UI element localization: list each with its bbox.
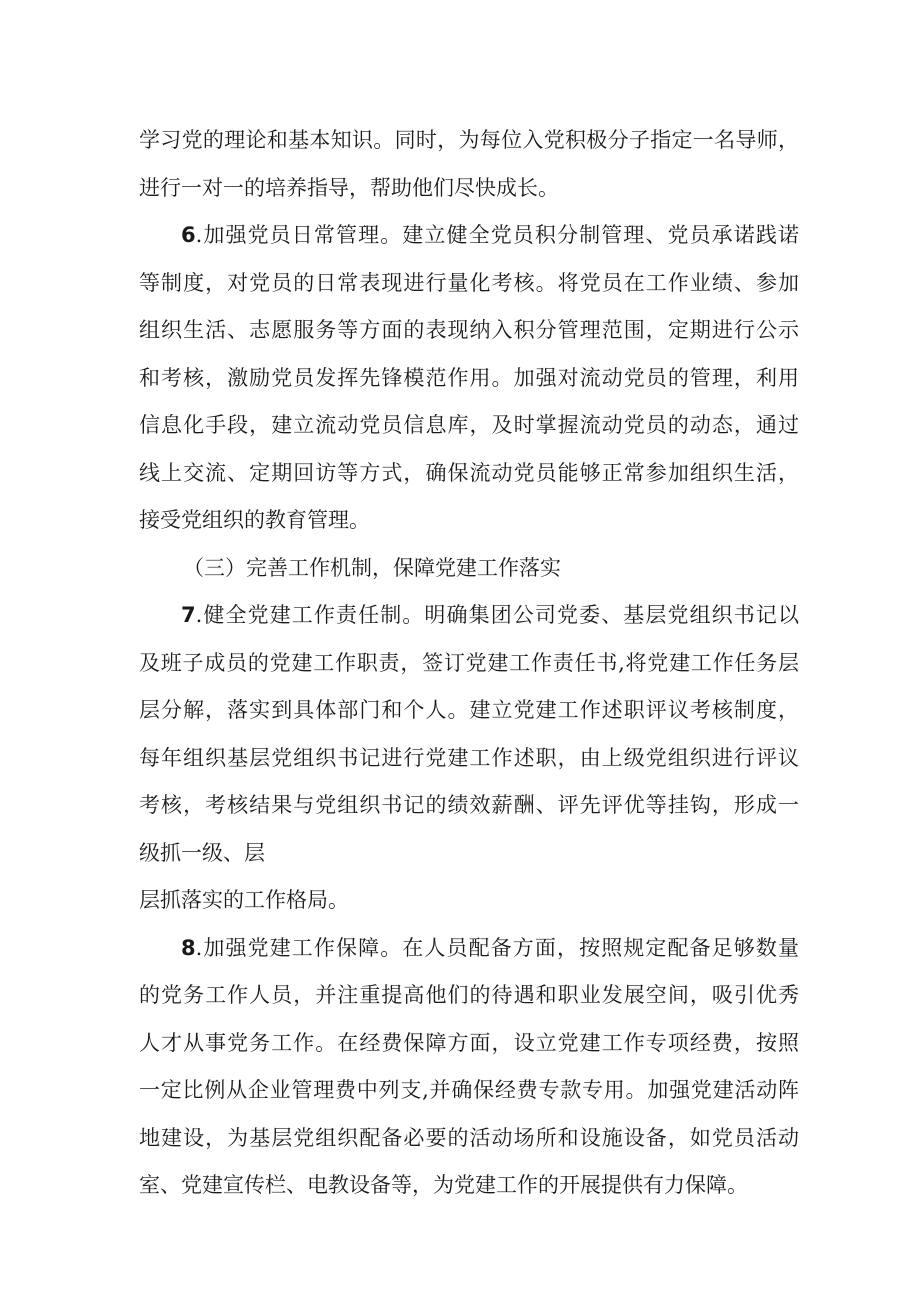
text-line: 的党务工作人员，并注重提高他们的待遇和职业发展空间，吸引优秀	[139, 983, 799, 1007]
text-line: 室、党建宣传栏、电教设备等，为党建工作的开展提供有力保障。	[139, 1173, 748, 1197]
text-line: 组织生活、志愿服务等方面的表现纳入积分管理范围，定期进行公示	[139, 318, 799, 342]
text-line: 级抓一级、层	[139, 840, 265, 865]
paragraph-8	[139, 925, 799, 1210]
item-number: 6	[181, 223, 196, 247]
paragraph-intro	[139, 117, 799, 212]
text-line: 人才从事党务工作。在经费保障方面，设立党建工作专项经费，按照	[139, 1030, 799, 1055]
text-line: 接受党组织的教育管理。	[139, 508, 370, 532]
text-line: 层抓落实的工作格局。	[139, 888, 349, 912]
text-line: 地建设，为基层党组织配备必要的活动场所和设施设备，如党员活动	[139, 1125, 799, 1150]
item-number: 8	[181, 935, 196, 960]
text-line	[139, 212, 799, 260]
item-number: 7	[181, 603, 196, 627]
paragraph-7	[139, 592, 799, 925]
document-body	[139, 117, 799, 1210]
section-heading: （三）完善工作机制，保障党建工作落实	[183, 555, 561, 580]
text-line: 考核，考核结果与党组织书记的绩效薪酬、评先评优等挂钩，形成一	[139, 793, 799, 817]
text-line: 学习党的理论和基本知识。同时，为每位入党积极分子指定一名导师，	[139, 128, 799, 152]
text-line: 一定比例从企业管理费中列支,并确保经费专款专用。加强党建活动阵	[139, 1078, 799, 1102]
paragraph-6	[139, 212, 799, 545]
text-line: 线上交流、定期回访等方式，确保流动党员能够正常参加组织生活，	[139, 460, 799, 485]
text-line	[139, 925, 799, 973]
text-line: 每年组织基层党组织书记进行党建工作述职，由上级党组织进行评议	[139, 745, 799, 770]
text-span: .加强党员日常管理。建立健全党员积分制管理、党员承诺践诺	[195, 223, 799, 247]
text-span: .健全党建工作责任制。明确集团公司党委、基层党组织书记以	[195, 603, 799, 627]
text-line: 和考核，激励党员发挥先锋模范作用。加强对流动党员的管理，利用	[139, 365, 799, 390]
text-span: .加强党建工作保障。在人员配备方面，按照规定配备足够数量	[195, 935, 799, 960]
text-line: 信息化手段，建立流动党员信息库，及时掌握流动党员的动态，通过	[139, 413, 799, 437]
text-line	[139, 592, 799, 640]
text-line: 层分解，落实到具体部门和个人。建立党建工作述职评议考核制度，	[139, 698, 799, 722]
text-line: 进行一对一的培养指导，帮助他们尽快成长。	[139, 175, 559, 200]
text-line: 等制度，对党员的日常表现进行量化考核。将党员在工作业绩、参加	[139, 270, 799, 295]
text-line: 及班子成员的党建工作职责，签订党建工作责任书,将党建工作任务层	[139, 650, 799, 675]
